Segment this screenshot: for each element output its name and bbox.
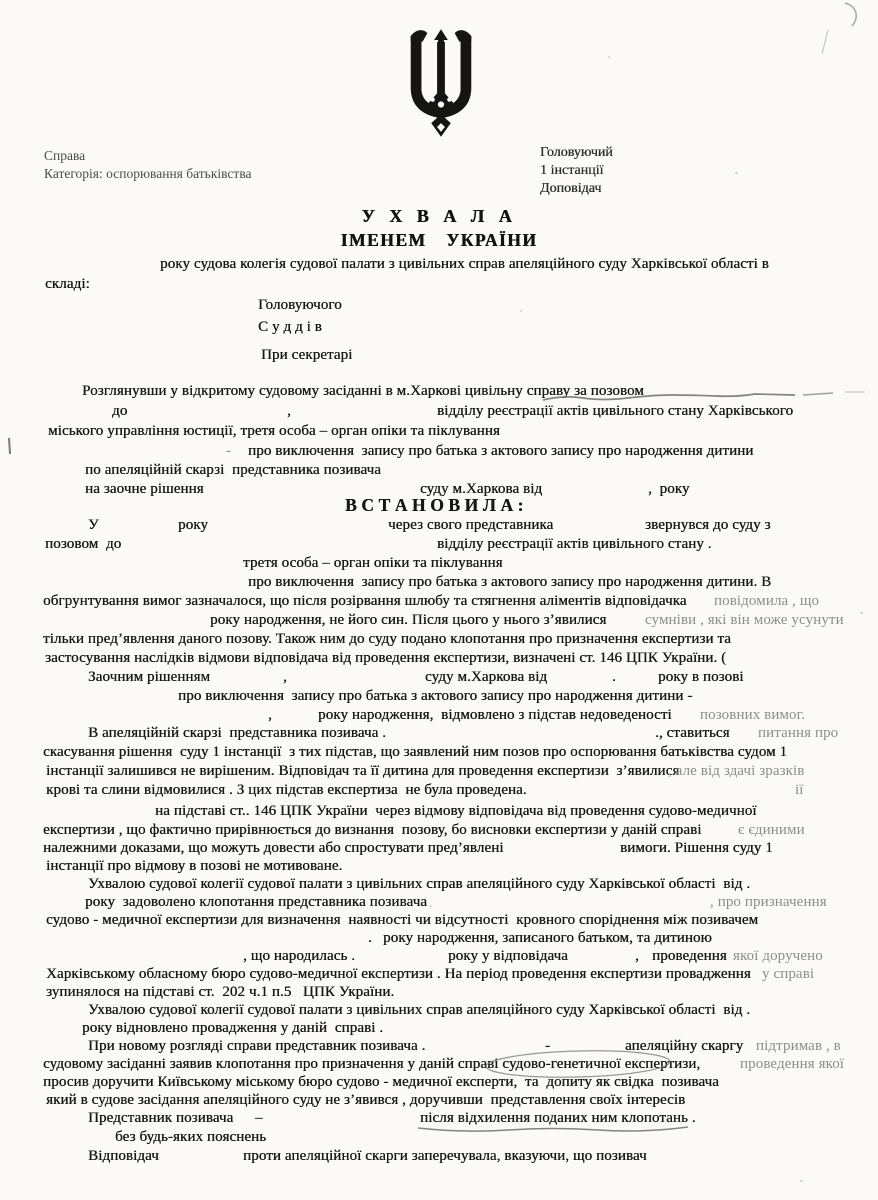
document-text-line-32-seg-1: , про призначення: [710, 894, 827, 910]
document-text-line-37-seg-0: зупинялося на підставі ст. 202 ч.1 п.5 ЦПК України.: [46, 984, 395, 1000]
corner-pen-mark: [845, 3, 856, 26]
document-text-line-34-seg-0: .: [368, 930, 372, 946]
document-text-line-26-seg-1: ії: [795, 782, 804, 798]
document-text-line-35-seg-0: , що народилась .: [243, 948, 356, 964]
case-label: Справа: [44, 148, 86, 163]
document-text-line-15-seg-0: про виключення запису про батька з актового запису про народження дитини. В: [248, 574, 772, 590]
document-text-line-9-seg-0: по апеляційній скарзі представника позивача: [85, 462, 381, 478]
document-text-line-36-seg-1: у справі: [762, 966, 815, 982]
document-text-line-12-seg-0: У: [88, 517, 99, 533]
case-header-right: [540, 144, 613, 198]
document-text-line-6-seg-1: ,: [287, 403, 291, 419]
document-text-line-2-seg-0: Головуючого: [258, 297, 342, 313]
document-text-line-41-seg-0: судовому засіданні заявив клопотання про призначення у даній справі судово-генетичної експертизи,: [43, 1056, 701, 1072]
document-text-line-22-seg-1: року народження, відмовлено з підстав недоведеності: [318, 707, 672, 723]
scan-speck: [430, 905, 432, 907]
document-text-line-31-seg-0: Ухвалою судової колегії судової палати з цивільних справ апеляційного суду Харківської області від .: [88, 876, 751, 892]
title-in-the-name-of-ukraine: ІМЕНЕМ УКРАЇНИ: [340, 230, 538, 250]
case-category: Категорія: оспорювання батьківства: [44, 166, 252, 181]
document-text-line-29-seg-0: належними доказами, що можуть довести або спростувати пред’явлені: [43, 840, 504, 856]
document-text-line-23-seg-1: ., ставиться: [655, 725, 730, 741]
presiding-judge-label: Головуючий: [540, 145, 613, 160]
document-text-line-6-seg-2: відділу реєстрації актів цивільного стану Харківського: [437, 403, 794, 419]
document-text-line-36-seg-0: Харківському обласному бюро судово-медичної експертизи . На період проведення експертизи провадження: [46, 966, 751, 982]
document-text-line-28-seg-0: експертизи , що фактично прирівнюється до визнання позову, бо висновки експертизи у даній справі: [43, 822, 702, 838]
margin-pen-tick: [9, 438, 10, 454]
scan-speck: [520, 310, 522, 312]
document-text-line-34-seg-1: року народження, записаного батьком, та дитиною: [383, 930, 712, 946]
document-text-line-40-seg-3: підтримав , в: [756, 1038, 841, 1054]
document-text-line-21-seg-0: про виключення запису про батька з актового запису про народження дитини -: [178, 688, 693, 704]
document-text-line-22-seg-2: позовних вимог.: [700, 707, 806, 723]
document-title: [0, 206, 878, 251]
scan-speck: [860, 612, 863, 614]
document-text-line-17-seg-0: року народження, не його син. Після цього у нього з’явилися: [210, 612, 607, 628]
ukraine-trident-emblem: [398, 27, 484, 139]
scan-speck: [120, 1005, 122, 1007]
document-text-line-12-seg-1: року: [178, 517, 208, 533]
document-text-line-33-seg-0: судово - медичної експертизи для визначення наявності чи відсутності кровного споріднення між позивачем: [46, 912, 759, 928]
document-text-line-10-seg-2: , року: [648, 481, 690, 497]
pen-dash-mark: [803, 393, 833, 395]
document-text-line-40-seg-2: апеляційну скаргу: [625, 1038, 744, 1054]
document-text-line-46-seg-0: Відповідач: [88, 1148, 159, 1164]
document-text-line-30-seg-0: інстанції про відмову в позові не мотивоване.: [46, 858, 343, 874]
document-text-line-19-seg-0: застосування наслідків відмови відповідача від проведення експертизи, визначені ст. 146 ЦПК України. (: [45, 650, 727, 666]
document-text-line-46-seg-1: проти апеляційної скарги заперечувала, вказуючи, що позивач: [243, 1148, 647, 1164]
first-instance-label: 1 інстанції: [540, 163, 604, 178]
document-text-line-14-seg-0: третя особа – орган опіки та піклування: [243, 555, 503, 571]
document-text-line-45-seg-0: без будь-яких пояснень: [115, 1129, 267, 1145]
document-text-line-17-seg-1: сумніви , які він може усунути: [645, 612, 844, 628]
document-text-line-12-seg-2: через свого представника: [388, 517, 554, 533]
scan-speck: [735, 172, 738, 174]
document-text-line-20-seg-0: Заочним рішенням: [88, 669, 211, 685]
document-text-line-8-seg-0: -: [226, 443, 232, 459]
document-text-line-35-seg-4: якої доручено: [733, 948, 823, 964]
document-text-line-1-seg-0: складі:: [45, 276, 90, 292]
document-text-line-42-seg-0: просив доручити Київському міському бюро судово - медичної експерти, та допиту як свідка позивача: [43, 1074, 719, 1090]
corner-pen-tick: [822, 30, 828, 54]
reporter-label: Доповідач: [540, 181, 602, 196]
document-text-line-10-seg-1: суду м.Харкова від: [420, 481, 543, 497]
document-text-line-44-seg-0: Представник позивача: [88, 1110, 234, 1126]
scan-speck: [300, 658, 302, 660]
document-text-line-24-seg-0: скасування рішення суду 1 інстанції з тих підстав, що заявлений ним позов про оспорювання батьківства судом 1: [43, 744, 788, 760]
document-text-line-12-seg-3: звернувся до суду з: [645, 517, 771, 533]
document-text-line-32-seg-0: року задоволено клопотання представника позивача: [85, 894, 427, 910]
document-text-line-35-seg-1: року у відповідача: [448, 948, 568, 964]
document-text-line-44-seg-1: –: [255, 1110, 263, 1126]
document-text-line-13-seg-1: відділу реєстрації актів цивільного стану .: [437, 536, 712, 552]
document-text-line-8-seg-1: про виключення запису про батька з актового запису про народження дитини: [248, 443, 754, 459]
document-text-line-25-seg-0: інстанції залишився не вирішеним. Відповідач та її дитина для проведення експертизи з’явилися: [46, 763, 680, 779]
document-text-line-22-seg-0: ,: [268, 707, 272, 723]
document-text-line-20-seg-4: року в позові: [658, 669, 744, 685]
document-text-line-41-seg-1: проведення якої: [740, 1056, 845, 1072]
document-text-line-7-seg-0: міського управління юстиції, третя особа – орган опіки та піклування: [48, 423, 500, 439]
title-ruling: У Х В А Л А: [361, 206, 517, 226]
scan-speck: [800, 1180, 803, 1182]
document-text-line-3-seg-0: С у д д і в: [258, 319, 322, 335]
document-text-line-35-seg-3: проведення: [652, 948, 727, 964]
document-text-line-28-seg-1: є єдиними: [738, 822, 805, 838]
document-text-line-35-seg-2: ,: [635, 948, 639, 964]
document-text-line-26-seg-0: крові та слини відмовилися . З цих підстав експертиза не була проведена.: [46, 782, 527, 798]
pen-underline-mark: [418, 1127, 688, 1131]
scan-speck: [608, 56, 610, 58]
document-text-line-25-seg-1: , але від здачі зразків: [668, 763, 805, 779]
document-text-line-23-seg-0: В апеляційній скарзі представника позивача .: [88, 725, 387, 741]
case-header-left: [44, 147, 252, 183]
document-text-line-20-seg-2: суду м.Харкова від: [425, 669, 548, 685]
document-text-line-16-seg-1: повідомила , що: [714, 593, 820, 609]
document-text-line-27-seg-0: на підставі ст.. 146 ЦПК України через відмову відповідача від проведення судово-медичної: [155, 803, 757, 819]
document-text-line-38-seg-0: Ухвалою судової колегії судової палати з цивільних справ апеляційного суду Харківської області від .: [88, 1002, 751, 1018]
document-text-line-20-seg-3: .: [612, 669, 616, 685]
document-text-line-23-seg-2: питання про: [758, 725, 839, 741]
document-text-line-6-seg-0: до: [112, 403, 128, 419]
document-text-line-10-seg-0: на заочне рішення: [85, 481, 204, 497]
document-text-line-29-seg-1: вимоги. Рішення суду 1: [620, 840, 773, 856]
document-text-line-18-seg-0: тільки пред’явлення даного позову. Також ним до суду подано клопотання про призначення експертизи та: [43, 631, 731, 647]
document-text-line-11-seg-0: В С Т А Н О В И Л А :: [345, 495, 524, 515]
document-text-line-20-seg-1: ,: [283, 669, 287, 685]
document-text-line-43-seg-0: який в судове засідання апеляційного суду не з’явився , доручивши представлення своїх інтересів: [46, 1092, 686, 1108]
document-text-line-4-seg-0: При секретарі: [261, 347, 353, 363]
document-text-line-40-seg-1: -: [545, 1038, 551, 1054]
document-text-line-13-seg-0: позовом до: [45, 536, 122, 552]
document-text-line-16-seg-0: обгрунтування вимог зазначалося, що після розірвання шлюбу та стягнення аліментів відповідачка: [43, 593, 687, 609]
document-text-line-44-seg-2: після відхилення поданих ним клопотань .: [420, 1110, 696, 1126]
document-text-line-40-seg-0: При новому розгляді справи представник позивача .: [88, 1038, 426, 1054]
document-text-line-0-seg-0: року судова колегія судової палати з цивільних справ апеляційного суду Харківської області в: [160, 256, 769, 272]
document-text-line-5-seg-0: Розглянувши у відкритому судовому засіданні в м.Харкові цивільну справу за позовом: [82, 383, 644, 399]
document-text-line-39-seg-0: року відновлено провадження у даній справі .: [82, 1020, 384, 1036]
